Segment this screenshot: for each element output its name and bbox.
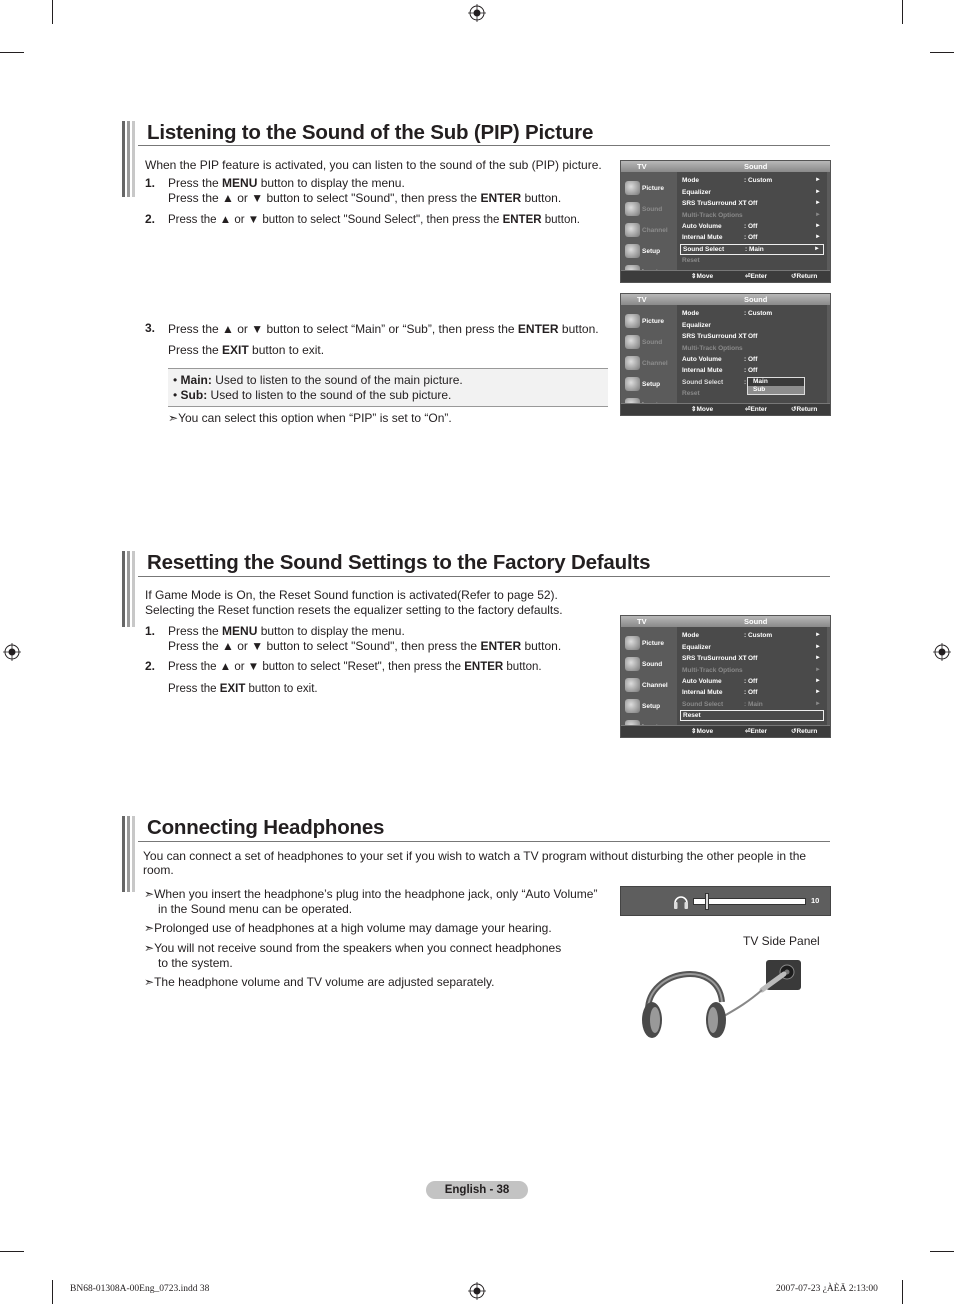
- step-line: Press the MENU button to display the menu.: [168, 176, 405, 190]
- section-bar: [122, 816, 135, 892]
- note-continuation: to the system.: [158, 956, 233, 970]
- note-arrow-icon: ➣: [144, 941, 155, 955]
- crop-mark: [52, 0, 53, 24]
- channel-icon: [625, 223, 640, 237]
- note-arrow-icon: ➣: [144, 921, 155, 935]
- sound-icon: [625, 335, 640, 349]
- registration-mark-icon: [468, 1282, 486, 1300]
- step-line: Press the ▲ or ▼ button to select "Sound", then press the ENTER button.: [168, 639, 562, 653]
- note: ➣You can select this option when “PIP” is set to “On”.: [168, 411, 452, 425]
- intro-text: When the PIP feature is activated, you can listen to the sound of the sub (PIP) picture.: [145, 158, 602, 172]
- section-rule: [138, 576, 830, 577]
- slug-date: 2007-07-23 ¿ÀÈÄ 2:13:00: [776, 1284, 878, 1294]
- channel-icon: [625, 356, 640, 370]
- picture-icon: [625, 181, 640, 195]
- section-bar: [122, 551, 135, 627]
- tv-osd-reset: TV Sound Picture Sound Channel Setup Mode : Custom ► Equalizer ► SRS TruSurround XT : Off ► Multi-Track Options ► Auto Volume : Off ► Internal Mute : Off ► Sound Select : Main ► Reset ⇕ Move ⏎ Enter ↺ Return: [620, 615, 831, 738]
- intro-text: You can connect a set of headphones to your set if you wish to watch a TV program without disturbing the other people in the: [143, 849, 807, 863]
- tv-osd-sound-menu: TV Sound Picture Sound Channel Setup Mode : Custom ► Equalizer ► SRS TruSurround XT : Off ► Multi-Track Options ► Auto Volume : Off ► Internal Mute : Off ► Sound Select : Main ► Reset ⇕ Move ⏎ Enter ↺ Return: [620, 160, 831, 283]
- note-continuation: in the Sound menu can be operated.: [158, 902, 353, 916]
- section-title: Resetting the Sound Settings to the Factory Defaults: [147, 551, 651, 574]
- tv-osd-sound-select: TV Sound Picture Sound Channel Setup Mode : Custom Equalizer SRS TruSurround XT : Off Multi-Track Options Auto Volume : Off Internal Mute : Off Sound Select : Reset Main Sub ⇕ Move ⏎ Enter ↺ Return: [620, 293, 831, 416]
- sound-icon: [625, 657, 640, 671]
- note: ➣When you insert the headphone’s plug into the headphone jack, only “Auto Volume”: [144, 887, 598, 901]
- step-line: Press the ▲ or ▼ button to select "Sound Select", then press the ENTER button.: [168, 214, 580, 226]
- popup-option-main: Main: [748, 378, 804, 386]
- step-line: Press the ▲ or ▼ button to select “Main” or “Sub”, then press the ENTER button.: [168, 322, 599, 336]
- intro-text: room.: [143, 863, 174, 877]
- picture-icon: [625, 314, 640, 328]
- section-rule: [138, 841, 830, 842]
- bullet-item: • Main: Used to listen to the sound of the main picture.: [173, 373, 463, 387]
- volume-value: 10: [811, 896, 820, 905]
- setup-icon: [625, 377, 640, 391]
- slug-file: BN68-01308A-00Eng_0723.indd 38: [70, 1284, 210, 1294]
- intro-text: Selecting the Reset function resets the equalizer setting to the factory defaults.: [145, 603, 563, 617]
- note-arrow-icon: ➣: [144, 975, 155, 989]
- step-line: Press the EXIT button to exit.: [168, 683, 318, 695]
- volume-thumb: [705, 893, 709, 910]
- crop-mark: [0, 52, 24, 53]
- intro-text: If Game Mode is On, the Reset Sound function is activated(Refer to page 52).: [145, 588, 558, 602]
- step-line: Press the ▲ or ▼ button to select "Sound", then press the ENTER button.: [168, 191, 562, 205]
- step-number: 1.: [145, 624, 156, 638]
- note: ➣Prolonged use of headphones at a high volume may damage your hearing.: [144, 921, 552, 935]
- step-number: 2.: [145, 659, 156, 673]
- sound-icon: [625, 202, 640, 216]
- step-number: 3.: [145, 321, 156, 335]
- step-number: 1.: [145, 176, 156, 190]
- volume-track: [693, 898, 806, 905]
- side-panel-label: TV Side Panel: [743, 934, 820, 948]
- setup-icon: [625, 244, 640, 258]
- step-line: Press the EXIT button to exit.: [168, 343, 325, 357]
- headphone-icon: [673, 893, 689, 911]
- note: ➣The headphone volume and TV volume are adjusted separately.: [144, 975, 495, 989]
- note: ➣You will not receive sound from the speakers when you connect headphones: [144, 941, 562, 955]
- channel-icon: [625, 678, 640, 692]
- section-title: Listening to the Sound of the Sub (PIP) Picture: [147, 121, 594, 144]
- headphone-volume-bar: [620, 886, 831, 916]
- crop-mark: [930, 1251, 954, 1252]
- crop-mark: [902, 1280, 903, 1304]
- crop-mark: [52, 1280, 53, 1304]
- step-line: Press the MENU button to display the menu.: [168, 624, 405, 638]
- crop-mark: [0, 1251, 24, 1252]
- popup-option-sub: Sub: [753, 386, 766, 393]
- registration-mark-icon: [468, 4, 486, 22]
- headphones-illustration: [638, 958, 804, 1042]
- crop-mark: [902, 0, 903, 24]
- note-arrow-icon: ➣: [168, 411, 179, 425]
- setup-icon: [625, 699, 640, 713]
- step-line: Press the ▲ or ▼ button to select "Reset", then press the ENTER button.: [168, 661, 542, 673]
- note-arrow-icon: ➣: [144, 887, 155, 901]
- section-title: Connecting Headphones: [147, 816, 385, 839]
- picture-icon: [625, 636, 640, 650]
- sound-select-popup: [747, 377, 805, 395]
- section-rule: [138, 145, 830, 146]
- section-bar: [122, 121, 135, 197]
- registration-mark-icon: [933, 643, 951, 661]
- page-number: English - 38: [426, 1181, 528, 1199]
- crop-mark: [930, 52, 954, 53]
- bullet-item: • Sub: Used to listen to the sound of the sub picture.: [173, 388, 452, 402]
- step-number: 2.: [145, 212, 156, 226]
- registration-mark-icon: [3, 643, 21, 661]
